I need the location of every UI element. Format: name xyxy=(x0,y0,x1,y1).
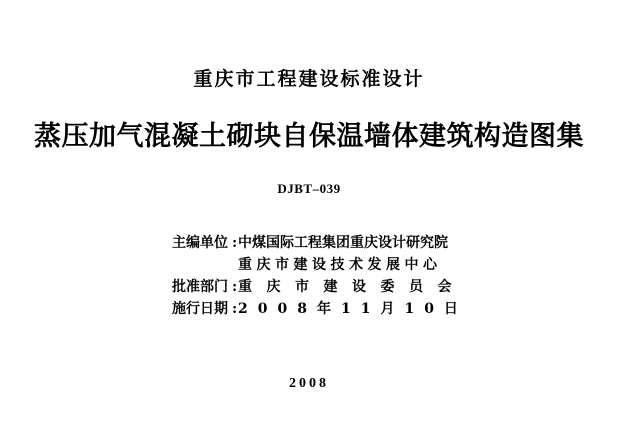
editor-value-secondary: 重庆市建设技术发展中心 xyxy=(238,257,442,273)
publication-year: 2008 xyxy=(289,376,329,391)
effective-date-colon: : xyxy=(232,301,238,317)
approver-colon: : xyxy=(232,279,238,295)
main-title: 蒸压加气混凝土砌块自保温墙体建筑构造图集 xyxy=(34,121,584,152)
editor-row-secondary xyxy=(238,255,442,275)
effective-date-label: 施行日期 xyxy=(172,301,228,317)
editor-value-primary: 中煤国际工程集团重庆设计研究院 xyxy=(238,235,448,251)
approver-value: 重庆市建设委员会 xyxy=(238,279,466,295)
effective-date-row xyxy=(172,299,468,319)
editor-label: 主编单位 xyxy=(172,235,228,251)
editor-row xyxy=(172,233,448,253)
approver-label: 批准部门 xyxy=(172,279,228,295)
series-title: 重庆市工程建设标准设计 xyxy=(193,68,425,90)
approver-row xyxy=(172,277,466,297)
document-code: DJBT–039 xyxy=(277,181,341,196)
editor-colon: : xyxy=(232,235,238,251)
effective-date-value: 2008年11月10日 xyxy=(238,301,468,317)
